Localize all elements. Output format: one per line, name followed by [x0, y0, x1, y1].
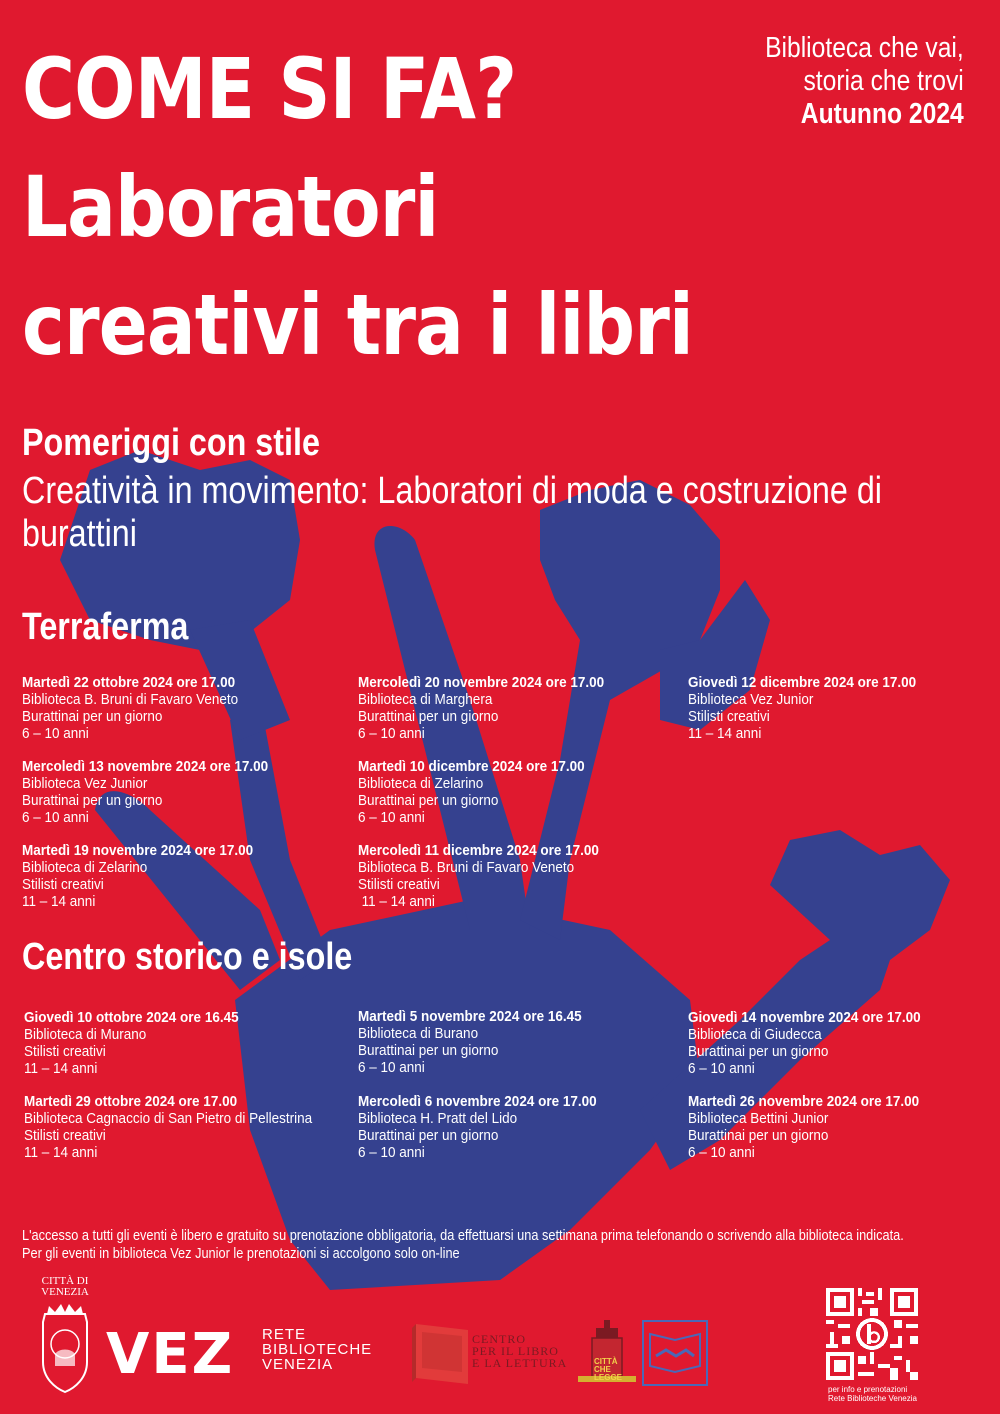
event-library: Biblioteca H. Pratt del Lido [358, 1110, 518, 1127]
event-age: 6 – 10 anni [688, 1144, 755, 1161]
coat-of-arms-icon [35, 1302, 95, 1394]
event-age: 11 – 14 anni [361, 893, 435, 910]
event-item [24, 1009, 239, 1077]
rete-line-3: VENEZIA [262, 1356, 334, 1373]
cll-line-1: CENTRO [472, 1332, 526, 1346]
event-age: 6 – 10 anni [358, 725, 425, 742]
event-library: Biblioteca B. Bruni di Favaro Veneto [22, 691, 239, 708]
event-date: Mercoledì 13 novembre 2024 ore 17.00 [22, 758, 269, 775]
event-library: Biblioteca di Murano [24, 1026, 147, 1043]
event-date: Martedì 19 novembre 2024 ore 17.00 [22, 842, 254, 859]
event-item [22, 758, 268, 826]
event-activity: Burattinai per un giorno [358, 708, 499, 725]
event-activity: Burattinai per un giorno [358, 792, 499, 809]
event-activity: Burattinai per un giorno [688, 1127, 829, 1144]
event-date: Giovedì 10 ottobre 2024 ore 16.45 [24, 1009, 239, 1026]
event-activity: Burattinai per un giorno [22, 708, 163, 725]
event-age: 6 – 10 anni [22, 809, 89, 826]
intro-title: Pomeriggi con stile [22, 422, 320, 464]
event-activity: Burattinai per un giorno [358, 1127, 499, 1144]
qr-caption [828, 1385, 917, 1403]
section-title-terraferma: Terraferma [22, 606, 189, 648]
event-item [24, 1093, 312, 1161]
centro-libro-label [472, 1333, 567, 1369]
event-age: 11 – 14 anni [688, 725, 762, 742]
event-item [358, 842, 599, 910]
qr-code-icon[interactable] [826, 1288, 918, 1380]
event-activity: Burattinai per un giorno [22, 792, 163, 809]
centro-libro-logo-icon [412, 1322, 472, 1388]
event-age: 6 – 10 anni [358, 809, 425, 826]
event-date: Mercoledì 6 novembre 2024 ore 17.00 [358, 1093, 597, 1110]
handshake-book-logo-icon [642, 1320, 708, 1386]
rete-line-2: BIBLIOTECHE [262, 1341, 373, 1358]
event-library: Biblioteca di Zelarino [358, 775, 484, 792]
tagline [765, 32, 964, 131]
event-library: Biblioteca di Giudecca [688, 1026, 822, 1043]
event-activity: Stilisti creativi [24, 1043, 106, 1060]
event-item [688, 1093, 919, 1161]
event-library: Biblioteca Vez Junior [22, 775, 148, 792]
event-library: Biblioteca di Zelarino [22, 859, 148, 876]
event-date: Martedì 29 ottobre 2024 ore 17.00 [24, 1093, 238, 1110]
event-date: Mercoledì 20 novembre 2024 ore 17.00 [358, 674, 605, 691]
event-activity: Burattinai per un giorno [358, 1042, 499, 1059]
event-library: Biblioteca di Burano [358, 1025, 479, 1042]
title-line-2: Laboratori [22, 158, 439, 256]
event-item [22, 842, 253, 910]
event-library: Biblioteca B. Bruni di Favaro Veneto [358, 859, 575, 876]
intro-description: Creatività in movimento: Laboratori di moda e costruzione di burattini [22, 470, 882, 555]
event-item [358, 1008, 582, 1076]
citta-line-1: CITTÀ DI [41, 1275, 89, 1287]
event-date: Martedì 22 ottobre 2024 ore 17.00 [22, 674, 236, 691]
citta-di-venezia-logo [30, 1276, 100, 1397]
rete-line-1: RETE [262, 1326, 307, 1343]
event-date: Giovedì 12 dicembre 2024 ore 17.00 [688, 674, 917, 691]
event-date: Giovedì 14 novembre 2024 ore 17.00 [688, 1009, 921, 1026]
event-date: Martedì 5 novembre 2024 ore 16.45 [358, 1008, 582, 1025]
main-title [22, 30, 693, 384]
event-item [358, 1093, 597, 1161]
event-library: Biblioteca Cagnaccio di San Pietro di Pellestrina [24, 1110, 313, 1127]
event-date: Martedì 26 novembre 2024 ore 17.00 [688, 1093, 920, 1110]
booking-note-line-2: Per gli eventi in biblioteca Vez Junior le prenotazioni si accolgono solo on-line [22, 1246, 460, 1262]
cll-line-2: PER IL LIBRO [472, 1344, 559, 1358]
qr-caption-line-1: per info e prenotazioni [828, 1385, 908, 1394]
vez-logo: VEZ [106, 1322, 235, 1387]
event-library: Biblioteca Vez Junior [688, 691, 814, 708]
event-item [688, 1009, 921, 1077]
title-line-1: COME SI FA? [22, 40, 517, 138]
event-age: 11 – 14 anni [24, 1060, 98, 1077]
rete-biblioteche-label [262, 1327, 372, 1372]
section-title-centro-storico: Centro storico e isole [22, 936, 353, 978]
event-library: Biblioteca Bettini Junior [688, 1110, 829, 1127]
event-date: Martedì 10 dicembre 2024 ore 17.00 [358, 758, 585, 775]
event-item [688, 674, 916, 742]
event-age: 11 – 14 anni [22, 893, 96, 910]
citta-che-legge-label: CITTÀ CHE LEGGE [594, 1357, 623, 1382]
event-activity: Stilisti creativi [688, 708, 770, 725]
event-date: Mercoledì 11 dicembre 2024 ore 17.00 [358, 842, 599, 859]
season-label: Autunno 2024 [801, 98, 964, 130]
event-age: 11 – 14 anni [24, 1144, 98, 1161]
tagline-line-1: Biblioteca che vai, [765, 32, 964, 64]
citta-line-2: VENEZIA [41, 1286, 89, 1298]
event-age: 6 – 10 anni [688, 1060, 755, 1077]
event-item [358, 674, 604, 742]
booking-note-line-1: L'accesso a tutti gli eventi è libero e gratuito su prenotazione obbligatoria, da effettuarsi una settimana prima telefonando o scrivendo alla biblioteca indicata. [22, 1228, 904, 1244]
event-library: Biblioteca di Marghera [358, 691, 493, 708]
event-item [22, 674, 238, 742]
tagline-line-2: storia che trovi [803, 65, 964, 97]
event-activity: Stilisti creativi [358, 876, 440, 893]
event-age: 6 – 10 anni [358, 1144, 425, 1161]
cll-line-3: E LA LETTURA [472, 1356, 568, 1370]
event-activity: Stilisti creativi [22, 876, 104, 893]
event-activity: Burattinai per un giorno [688, 1043, 829, 1060]
title-line-3: creativi tra i libri [22, 276, 693, 374]
event-age: 6 – 10 anni [22, 725, 89, 742]
event-activity: Stilisti creativi [24, 1127, 106, 1144]
qr-caption-line-2: Rete Biblioteche Venezia [828, 1394, 917, 1403]
event-age: 6 – 10 anni [358, 1059, 425, 1076]
booking-notes [22, 1227, 904, 1263]
event-item [358, 758, 585, 826]
